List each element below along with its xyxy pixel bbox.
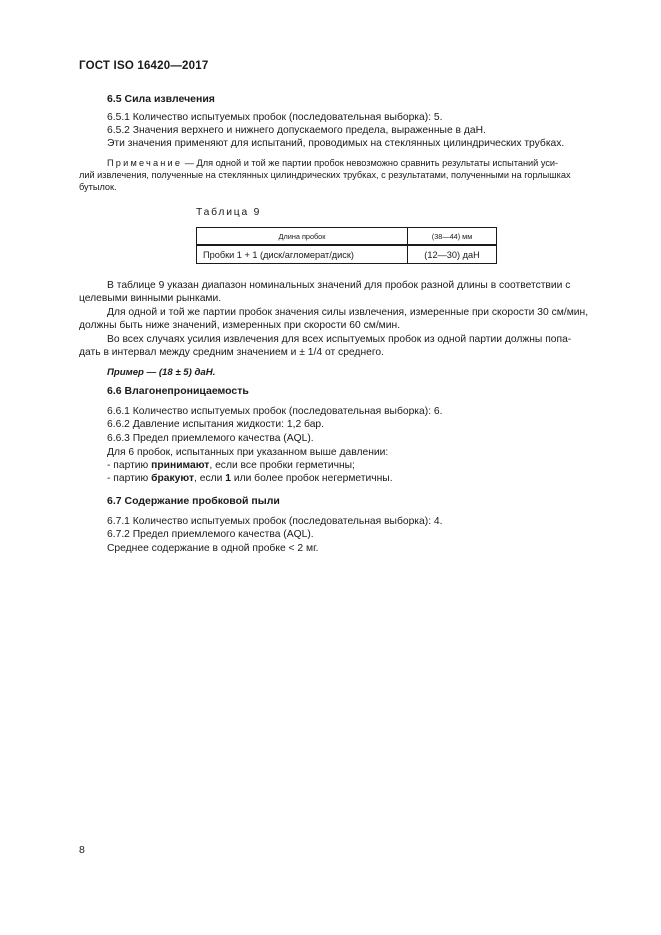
list-item-reject [107, 472, 393, 485]
table-9 [196, 227, 497, 264]
table-cell-force-range: (12—30) даН [408, 245, 497, 264]
paragraph-6-7-2: 6.7.2 Предел приемлемого качества (AQL). [107, 529, 314, 540]
note-line-1 [107, 157, 558, 169]
note-line-3: бутылок. [79, 182, 117, 192]
paragraph-6-7-1: 6.7.1 Количество испытуемых пробок (последовательная выборка): 4. [107, 516, 443, 527]
paragraph-dust-content: Среднее содержание в одной пробке < 2 мг. [107, 543, 319, 554]
note-label: Примечание [107, 158, 183, 168]
page-number: 8 [79, 844, 85, 856]
list-item-reject-post: или более пробок негерметичны. [230, 473, 393, 484]
example-text: Пример — (18 ± 5) даН. [107, 367, 216, 378]
list-item-reject-pre: - партию [107, 473, 152, 484]
list-item-accept-pre: - партию [107, 460, 152, 471]
paragraph-interval-2: дать в интервал между средним значением и ± 1/4 от среднего. [79, 347, 384, 358]
paragraph-6-5-1: 6.5.1 Количество испытуемых пробок (последовательная выборка): 5. [107, 112, 443, 123]
document-header: ГОСТ ISO 16420—2017 [79, 60, 209, 72]
section-heading-6-6: 6.6 Влагонепроницаемость [107, 385, 249, 397]
paragraph-speed-2: должны быть ниже значений, измеренных при скорости 60 см/мин. [79, 320, 401, 331]
table-cell-cork-type: Пробки 1 + 1 (диск/агломерат/диск) [197, 245, 408, 264]
list-item-accept-post: , если все пробки герметичны; [209, 460, 355, 471]
section-heading-6-5: 6.5 Сила извлечения [107, 93, 215, 105]
paragraph-6-5-values: Эти значения применяют для испытаний, проводимых на стеклянных цилиндрических трубках. [107, 138, 565, 149]
paragraph-speed-1: Для одной и той же партии пробок значения силы извлечения, измеренные при скорости 30 см/мин, [107, 307, 589, 318]
paragraph-6-6-3: 6.6.3 Предел приемлемого качества (AQL). [107, 433, 314, 444]
list-item-accept-bold: принимают [151, 460, 210, 471]
section-heading-6-7: 6.7 Содержание пробковой пыли [107, 495, 280, 507]
paragraph-table-ref-1: В таблице 9 указан диапазон номинальных значений для пробок разной длины в соответствии с [107, 280, 571, 291]
paragraph-interval-1: Во всех случаях усилия извлечения для всех испытуемых пробок из одной партии должны попа- [107, 334, 572, 345]
table-caption: Таблица 9 [196, 207, 262, 218]
list-item-reject-bold: бракуют [151, 473, 194, 484]
paragraph-6-5-2: 6.5.2 Значения верхнего и нижнего допускаемого предела, выраженные в даН. [107, 125, 486, 136]
paragraph-table-ref-2: целевыми винными рынками. [79, 293, 222, 304]
paragraph-6-6-1: 6.6.1 Количество испытуемых пробок (последовательная выборка): 6. [107, 406, 443, 417]
table-header-row [197, 228, 497, 246]
list-item-reject-mid: , если [194, 473, 226, 484]
note-text-1: — Для одной и той же партии пробок невозможно сравнить результаты испытаний уси- [182, 158, 559, 168]
list-item-accept [107, 459, 355, 472]
table-row [197, 245, 497, 264]
table-header-range: (38—44) мм [408, 228, 497, 246]
note-line-2: лий извлечения, полученные на стеклянных цилиндрических трубках, с результатами, полученными на горлышках [79, 170, 571, 180]
paragraph-6-6-2: 6.6.2 Давление испытания жидкости: 1,2 бар. [107, 419, 325, 430]
paragraph-6-6-pressure: Для 6 пробок, испытанных при указанном выше давлении: [107, 447, 389, 458]
list-item-reject-count: 1 [225, 473, 231, 484]
table-header-length: Длина пробок [197, 228, 408, 246]
